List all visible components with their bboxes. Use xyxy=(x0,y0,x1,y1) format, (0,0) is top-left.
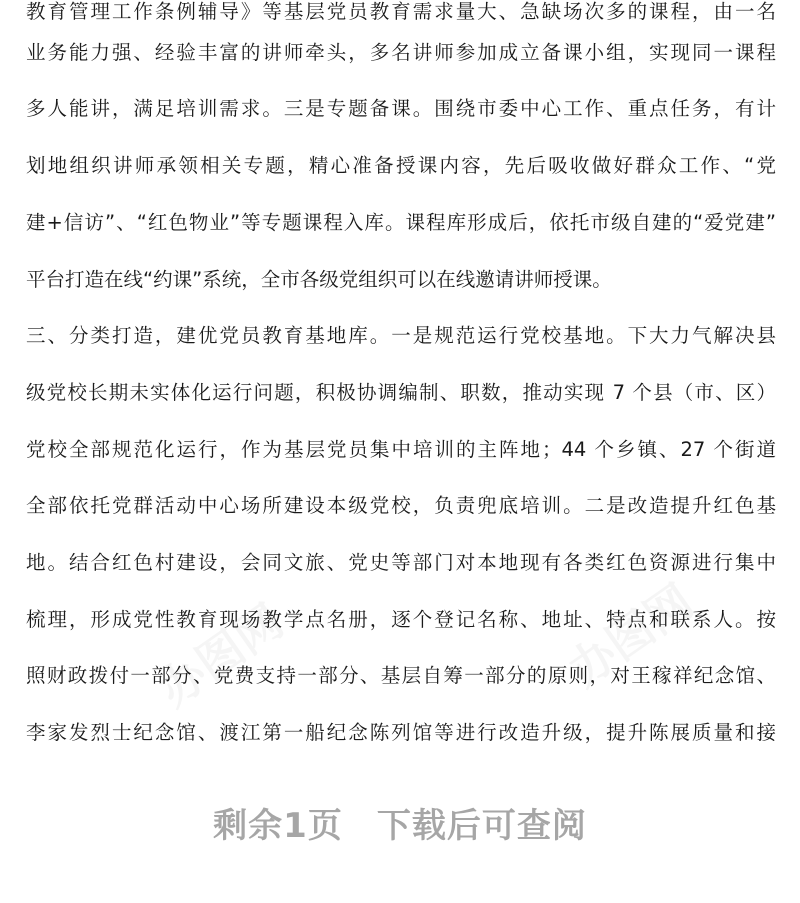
text-line-9: 党校全部规范化运行，作为基层党员集中培训的主阵地；44 个乡镇、27 个街道 xyxy=(26,438,776,461)
text-line-13: 照财政拨付一部分、党费支持一部分、基层自筹一部分的原则，对王稼祥纪念馆、 xyxy=(26,664,776,687)
text-line-5: 建+信访”、“红色物业”等专题课程入库。课程库形成后，依托市级自建的“爱党建” xyxy=(26,211,776,234)
text-line-12: 梳理，形成党性教育现场教学点名册，逐个登记名称、地址、特点和联系人。按 xyxy=(26,608,776,631)
text-line-8: 级党校长期未实体化运行问题，积极协调编制、职数，推动实现 7 个县（市、区） xyxy=(26,381,776,404)
text-line-2: 业务能力强、经验丰富的讲师牵头，多名讲师参加成立备课小组，实现同一课程 xyxy=(26,41,776,64)
text-line-14: 李家发烈士纪念馆、渡江第一船纪念陈列馆等进行改造升级，提升陈展质量和接 xyxy=(26,721,776,744)
text-line-6: 平台打造在线“约课”系统，全市各级党组织可以在线邀请讲师授课。 xyxy=(26,268,612,291)
text-line-1: 教育管理工作条例辅导》等基层党员教育需求量大、急缺场次多的课程，由一名 xyxy=(26,0,776,23)
download-prompt[interactable] xyxy=(0,800,800,852)
remaining-pages-label: 剩余1页 xyxy=(213,806,343,846)
text-line-10: 全部依托党群活动中心场所建设本级党校，负责兜底培训。二是改造提升红色基 xyxy=(26,494,776,517)
text-line-3: 多人能讲，满足培训需求。三是专题备课。围绕市委中心工作、重点任务，有计 xyxy=(26,97,776,120)
text-line-11: 地。结合红色村建设，会同文旅、党史等部门对本地现有各类红色资源进行集中 xyxy=(26,551,776,574)
download-hint-label: 下载后可查阅 xyxy=(376,806,587,846)
text-line-7: 三、分类打造，建优党员教育基地库。一是规范运行党校基地。下大力气解决县 xyxy=(26,324,776,347)
text-line-4: 划地组织讲师承领相关专题，精心准备授课内容，先后吸收做好群众工作、“党 xyxy=(26,154,776,177)
